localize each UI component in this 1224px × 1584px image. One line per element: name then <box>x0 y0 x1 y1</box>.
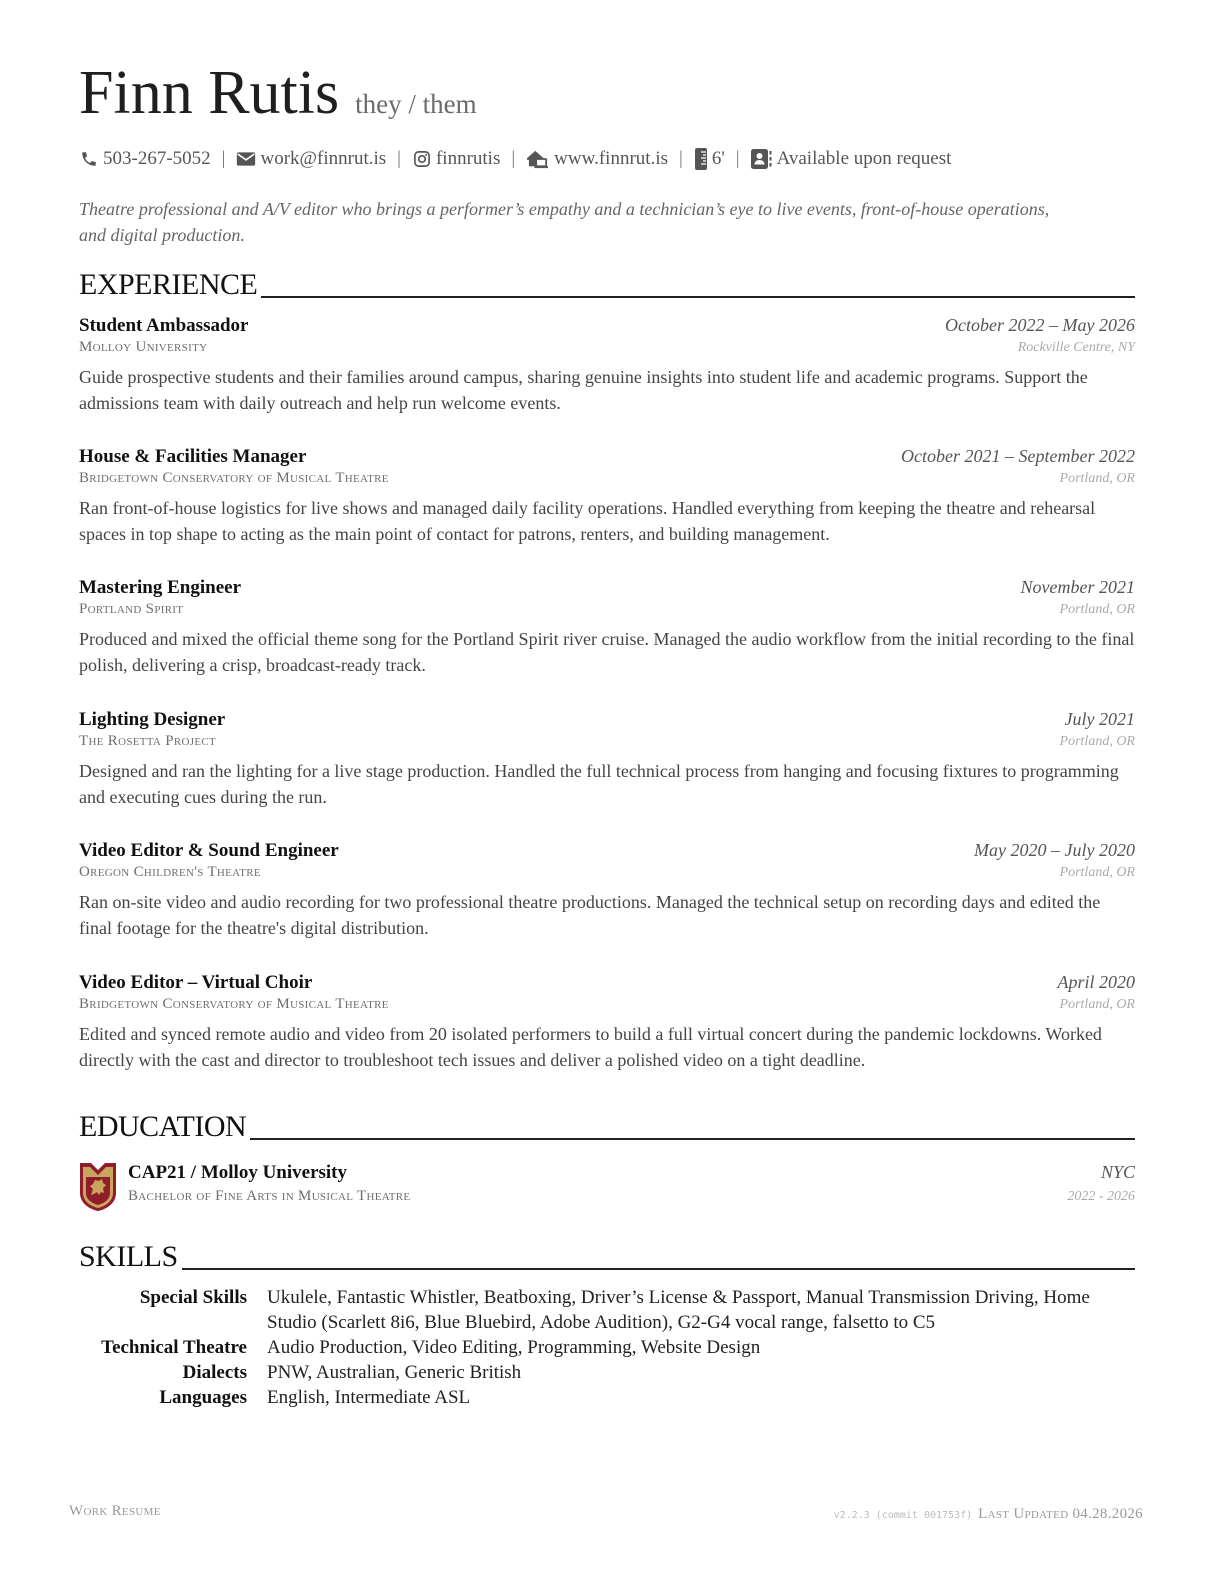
skill-value: PNW, Australian, Generic British <box>267 1362 522 1383</box>
job-description: Edited and synced remote audio and video from 20 isolated performers to build a full virtual concert during the pandemic lockdowns. Worked directly with the cast and director to troubleshoot tech issues and deliver a polished video on a tight deadline. <box>79 1024 1102 1070</box>
separator: | <box>397 148 401 169</box>
job-description: Ran on-site video and audio recording for two professional theatre productions. Managed the technical setup on recording days and edited the final footage for the theatre's digital distribution. <box>79 892 1101 938</box>
education-heading <box>79 1112 1135 1142</box>
job-dates: November 2021 <box>1020 577 1135 597</box>
section-title: EDUCATION <box>79 1110 247 1143</box>
contact-email[interactable] <box>236 148 386 170</box>
job-title: House & Facilities Manager <box>79 446 307 467</box>
job-location: Portland, OR <box>1059 734 1135 749</box>
job-location: Portland, OR <box>1059 471 1135 486</box>
job-description: Guide prospective students and their families around campus, sharing genuine insights into student life and academic programs. Support the admissions team with daily outreach and help run welcome events. <box>79 367 1088 413</box>
experience-entry <box>79 840 1135 941</box>
envelope-icon <box>236 149 256 169</box>
skill-label: Special Skills <box>139 1287 247 1308</box>
section-title: SKILLS <box>79 1240 178 1273</box>
contact-instagram[interactable] <box>412 148 500 170</box>
section-divider <box>261 296 1135 298</box>
job-title: Student Ambassador <box>79 315 249 336</box>
job-description: Designed and ran the lighting for a live stage production. Handled the full technical process from hanging and focusing fixtures to programming and executing cues during the run. <box>79 761 1119 807</box>
skill-value: Audio Production, Video Editing, Programming, Website Design <box>267 1337 761 1358</box>
instagram-icon <box>412 149 432 169</box>
job-dates: October 2021 – September 2022 <box>901 446 1135 466</box>
job-organization: Oregon Children's Theatre <box>79 864 261 880</box>
phone-number: 503-267-5052 <box>103 148 211 169</box>
degree: Bachelor of Fine Arts in Musical Theatre <box>128 1188 411 1204</box>
job-dates: May 2020 – July 2020 <box>974 840 1135 860</box>
ruler-icon <box>694 149 708 169</box>
pronouns: they / them <box>355 89 477 119</box>
skills-heading <box>79 1242 1135 1272</box>
skill-label: Technical Theatre <box>101 1337 247 1358</box>
skill-label: Dialects <box>182 1362 247 1383</box>
job-title: Lighting Designer <box>79 709 226 730</box>
section-divider <box>182 1268 1135 1270</box>
contact-height <box>694 148 725 170</box>
job-organization: Bridgetown Conservatory of Musical Theatre <box>79 470 389 486</box>
job-description: Ran front-of-house logistics for live shows and managed daily facility operations. Handled everything from keeping the theatre and rehearsal spaces in top shape to acting as the main point of contact for patrons, renters, and building management. <box>79 498 1096 544</box>
job-organization: Bridgetown Conservatory of Musical Theatre <box>79 996 389 1012</box>
job-dates: July 2021 <box>1064 709 1135 729</box>
experience-entry <box>79 446 1135 547</box>
experience-entry <box>79 577 1135 678</box>
education-entry <box>79 1162 1135 1212</box>
experience-entry <box>79 709 1135 810</box>
job-location: Portland, OR <box>1059 997 1135 1012</box>
skill-label: Languages <box>159 1387 247 1408</box>
experience-entry <box>79 315 1135 416</box>
job-title: Mastering Engineer <box>79 577 242 598</box>
job-title: Video Editor – Virtual Choir <box>79 972 313 993</box>
education-years: 2022 - 2026 <box>1067 1189 1135 1204</box>
job-location: Portland, OR <box>1059 865 1135 880</box>
section-divider <box>250 1138 1135 1140</box>
phone-icon <box>79 149 99 169</box>
footer-meta <box>834 1506 1143 1523</box>
skill-row <box>79 1285 1135 1335</box>
address-book-icon <box>751 149 773 169</box>
job-organization: Portland Spirit <box>79 601 184 617</box>
job-location: Rockville Centre, NY <box>1017 340 1135 355</box>
school-name: CAP21 / Molloy University <box>128 1162 348 1183</box>
school-location: NYC <box>1100 1162 1135 1182</box>
university-crest-icon <box>79 1162 117 1212</box>
professional-summary: Theatre professional and A/V editor who brings a performer’s empathy and a technician’s eye to live events, front-of-house operations, and digital production. <box>79 199 1050 245</box>
skill-row <box>79 1335 1135 1360</box>
footer-document-type: Work Resume <box>69 1503 161 1519</box>
email-address: work@finnrut.is <box>260 148 387 169</box>
house-laptop-icon <box>526 149 550 169</box>
instagram-handle: finnrutis <box>435 148 501 169</box>
contact-website[interactable] <box>526 148 668 170</box>
job-location: Portland, OR <box>1059 602 1135 617</box>
experience-entry <box>79 972 1135 1073</box>
last-updated: Last Updated 04.28.2026 <box>978 1506 1143 1522</box>
job-dates: October 2022 – May 2026 <box>945 315 1135 335</box>
skill-value: Ukulele, Fantastic Whistler, Beatboxing, Driver’s License & Passport, Manual Transmission Driving, Home Studio (Scarlett 8i6, Blue Bluebird, Adobe Audition), G2-G4 vocal range, falsetto to C5 <box>267 1287 1090 1333</box>
website-url: www.finnrut.is <box>554 148 668 169</box>
job-organization: Molloy University <box>79 339 208 355</box>
job-title: Video Editor & Sound Engineer <box>79 840 339 861</box>
height-value: 6' <box>711 148 725 169</box>
job-description: Produced and mixed the official theme song for the Portland Spirit river cruise. Managed the audio workflow from the initial recording to the final polish, delivering a crisp, broadcast-ready track. <box>79 629 1135 675</box>
job-organization: The Rosetta Project <box>79 733 216 749</box>
experience-heading <box>79 270 1135 300</box>
contact-references <box>751 148 952 170</box>
section-title: EXPERIENCE <box>79 268 258 301</box>
separator: | <box>679 148 683 169</box>
references-note: Available upon request <box>776 148 952 169</box>
version-string: v2.2.3 (commit 001753f) <box>833 1510 973 1521</box>
skills-table <box>79 1285 1135 1410</box>
full-name: Finn Rutis <box>79 59 340 127</box>
header-name-row <box>79 59 477 127</box>
separator: | <box>221 148 226 169</box>
separator: | <box>735 148 740 169</box>
skill-row <box>79 1385 1135 1410</box>
contact-bar <box>79 148 951 170</box>
contact-phone[interactable] <box>79 148 211 170</box>
skill-value: English, Intermediate ASL <box>267 1387 471 1408</box>
separator: | <box>511 148 516 169</box>
skill-row <box>79 1360 1135 1385</box>
job-dates: April 2020 <box>1057 972 1135 992</box>
